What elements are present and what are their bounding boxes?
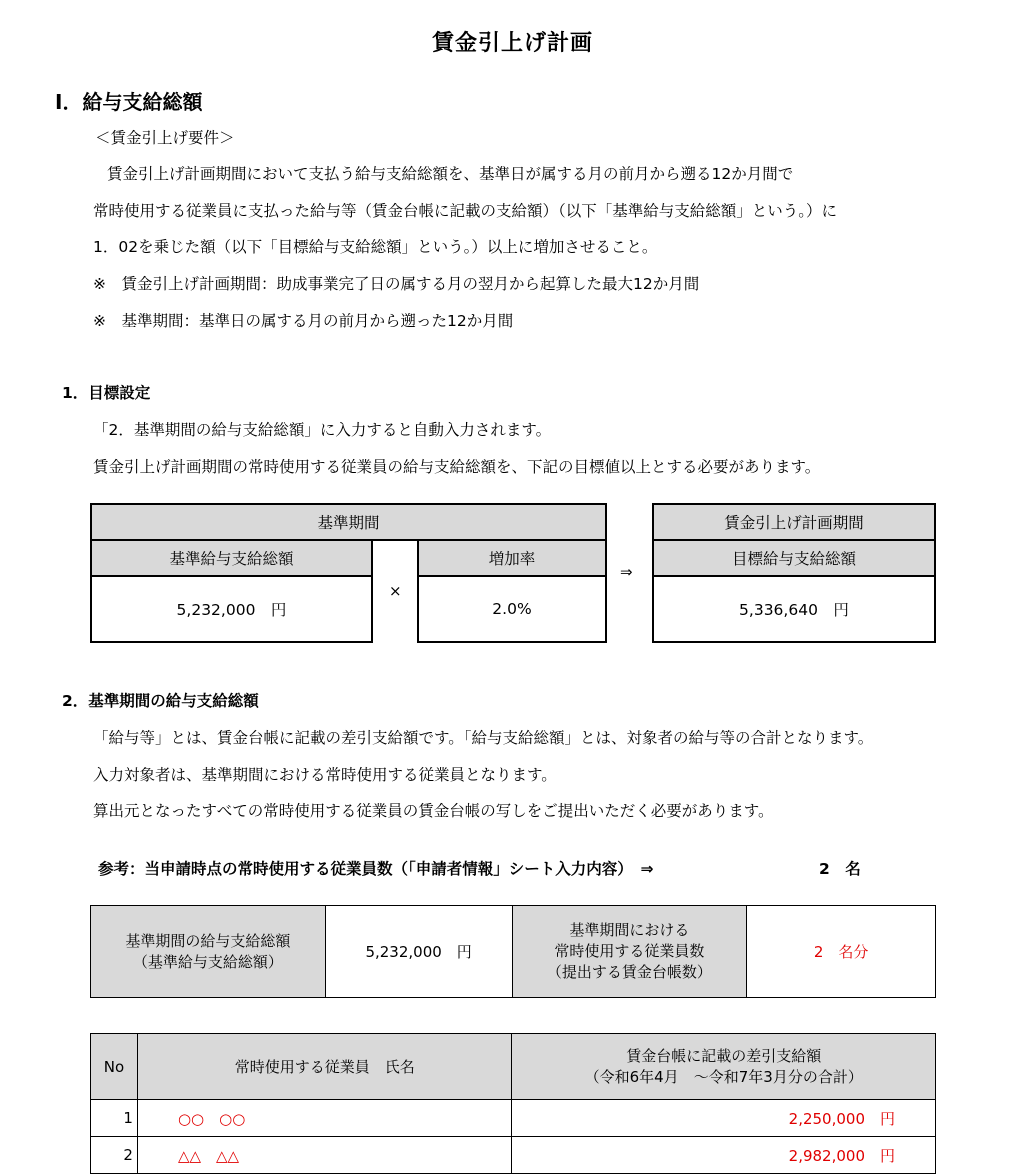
row-no: 1 <box>91 1100 138 1137</box>
col-header-no: No <box>91 1034 138 1100</box>
summary-count-label-line-2: 常時使用する従業員数 <box>554 942 705 960</box>
summary-total-label-line-2: （基準給与支給総額） <box>132 952 283 971</box>
table-row <box>91 1137 936 1174</box>
employee-name-input[interactable]: △△ △△ <box>137 1137 512 1174</box>
multiply-symbol: × <box>389 582 402 600</box>
target-total-header: 目標給与支給総額 <box>652 539 936 577</box>
requirement-line-2: 常時使用する従業員に支払った給与等（賃金台帳に記載の支給額）（以下「基準給与支給総額」という。）に <box>93 202 838 220</box>
summary-count-value[interactable]: 2 名分 <box>747 906 936 998</box>
summary-total-label-line-1: 基準期間の給与支給総額 <box>125 931 291 950</box>
summary-total-label <box>91 906 326 998</box>
reference-employee-count-label: 参考：当申請時点の常時使用する従業員数（「申請者情報」シート入力内容） ⇒ <box>98 860 654 878</box>
base-period-header: 基準期間 <box>90 503 607 541</box>
employee-table <box>90 1033 936 1174</box>
result-arrow: ⇒ <box>620 563 633 581</box>
summary-total-value[interactable]: 5,232,000 円 <box>325 906 512 998</box>
col-header-name: 常時使用する従業員 氏名 <box>137 1034 512 1100</box>
summary-count-label-line-1: 基準期間における <box>569 921 690 939</box>
reference-employee-count-value: 2 名 <box>819 860 861 878</box>
rate-header: 増加率 <box>417 539 607 577</box>
target-heading: 1．目標設定 <box>62 384 151 402</box>
col-header-amount-line-2: （令和6年4月 ～令和7年3月分の合計） <box>584 1067 863 1086</box>
employee-name-input[interactable]: ○○ ○○ <box>137 1100 512 1137</box>
base-line-1: 「給与等」とは、賃金台帳に記載の差引支給額です。「給与支給総額」とは、対象者の給与等の合計となります。 <box>93 729 874 747</box>
target-line-1: 「2．基準期間の給与支給総額」に入力すると自動入力されます。 <box>93 421 552 439</box>
requirement-line-1: 賃金引上げ計画期間において支払う給与支給総額を、基準日が属する月の前月から遡る12か月間で <box>107 165 794 183</box>
note-base-period: ※ 基準期間：基準日の属する月の前月から遡った12か月間 <box>93 312 514 330</box>
table-row <box>91 1100 936 1137</box>
requirement-line-3: 1．02を乗じた額（以下「目標給与支給総額」という。）以上に増加させること。 <box>93 238 658 256</box>
target-total-value: 5,336,640 円 <box>652 575 936 643</box>
requirement-heading: ＜賃金引上げ要件＞ <box>95 129 235 147</box>
col-header-amount <box>512 1034 936 1100</box>
col-header-amount-line-1: 賃金台帳に記載の差引支給額 <box>626 1046 822 1065</box>
base-total-header: 基準給与支給総額 <box>90 539 373 577</box>
base-heading: 2．基準期間の給与支給総額 <box>62 692 259 710</box>
base-line-2: 入力対象者は、基準期間における常時使用する従業員となります。 <box>93 766 557 784</box>
employee-amount-input[interactable]: 2,982,000 円 <box>512 1137 936 1174</box>
base-line-3: 算出元となったすべての常時使用する従業員の賃金台帳の写しをご提出いただく必要があります。 <box>93 802 774 820</box>
page-title: 賃金引上げ計画 <box>431 31 593 56</box>
plan-period-header: 賃金引上げ計画期間 <box>652 503 936 541</box>
target-line-2: 賃金引上げ計画期間の常時使用する従業員の給与支給総額を、下記の目標値以上とする必要があります。 <box>93 458 821 476</box>
section-heading-salary-total: Ⅰ．給与支給総額 <box>55 90 203 114</box>
summary-count-label-line-3: （提出する賃金台帳数） <box>546 963 712 981</box>
summary-table <box>90 905 936 998</box>
row-no: 2 <box>91 1137 138 1174</box>
summary-count-label <box>512 906 747 998</box>
note-plan-period: ※ 賃金引上げ計画期間：助成事業完了日の属する月の翌月から起算した最大12か月間 <box>93 275 700 293</box>
employee-amount-input[interactable]: 2,250,000 円 <box>512 1100 936 1137</box>
rate-value: 2.0% <box>417 575 607 643</box>
base-total-value: 5,232,000 円 <box>90 575 373 643</box>
